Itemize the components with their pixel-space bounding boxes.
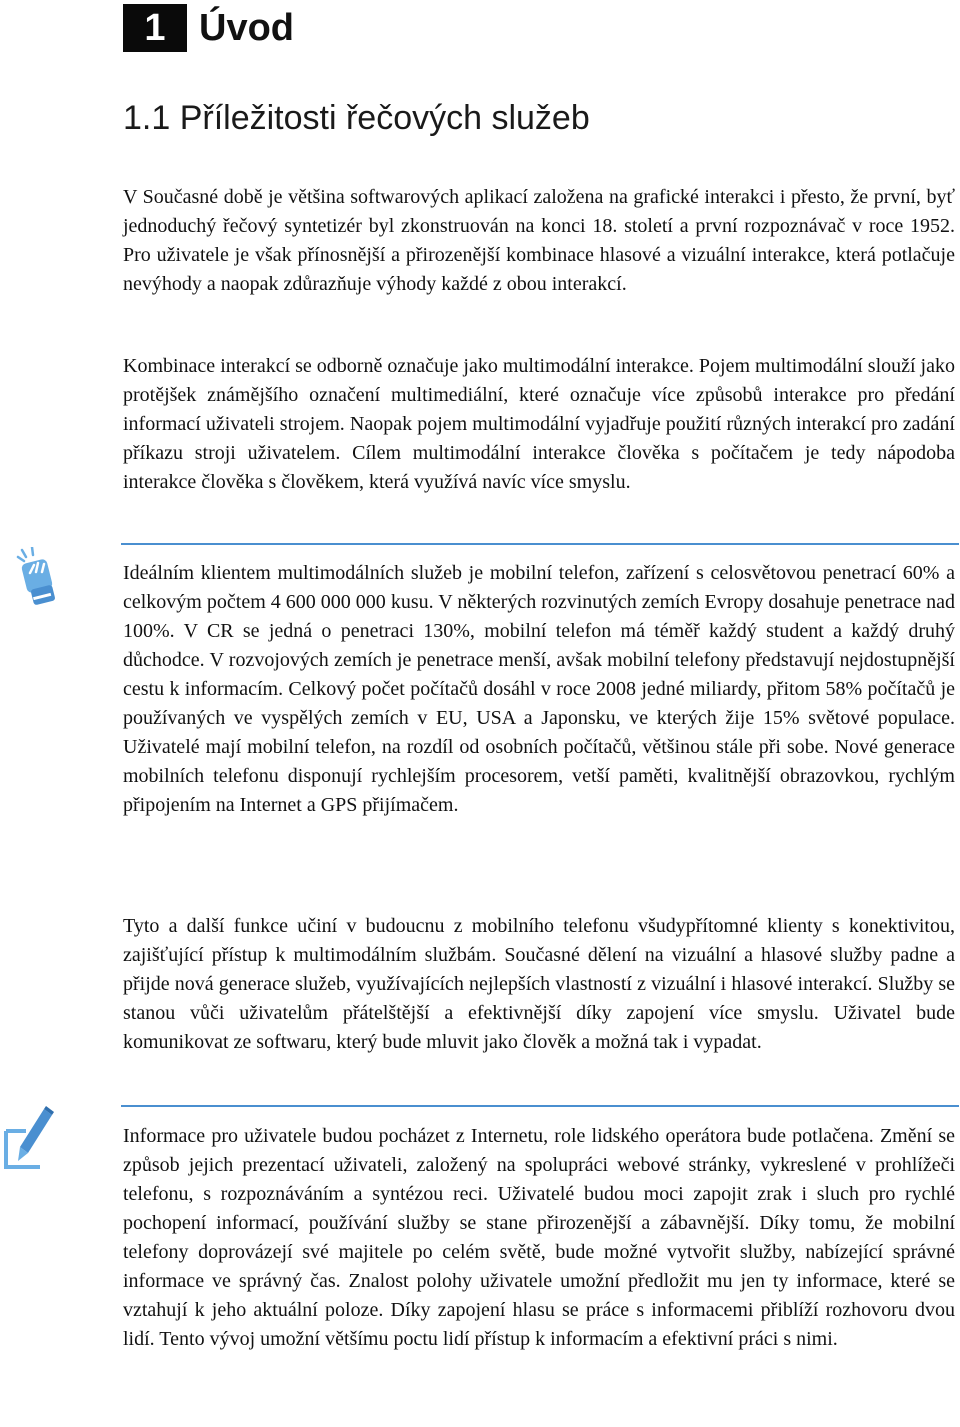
chapter-title: Úvod [199, 7, 294, 49]
paragraph-future: Tyto a další funkce učiní v budoucnu z mobilního telefonu všudypřítomné klienty s konektivitou, zajišťující přístup k multimodálním službám. Současné dělení na vizuální a hlasové služby padne a přijde nová generace služeb, využívajících nejlepších vlastností z vizuální i hlasové interakcí. Služby se stanou vůči uživatelům přátelštější a efektivnější díky zapojení více smyslu. Uživatel bude komunikovat ze softwaru, který bude mluvit jako člověk a možná tak i vypadat. [123, 915, 955, 1053]
section-divider [121, 543, 959, 545]
paragraph-intro: V Současné době je většina softwarových aplikací založena na grafické interakci i přesto, že první, byť jednoduchý řečový syntetizér byl zkonstruován na konci 18. století a první rozpoznávač v roce 1952. Pro uživatele je však přínosnější a přirozenější kombinace hlasové a vizuální interakce, která potlačuje nevýhody a naopak zdůrazňuje výhody každé z obou interakcí. [123, 186, 955, 295]
paragraph-mobile-client: Ideálním klientem multimodálních služeb je mobilní telefon, zařízení s celosvětovou penetrací 60% a celkovým počtem 4 600 000 000 kusu. V některých rozvinutých zemích Evropy dosahuje penetrace nad 100%. V CR se jedná o penetraci 130%, mobilní telefon má téměř každý student a každý druhý důchodce. V rozvojových zemích je penetrace menší, avšak mobilní telefony představují nejdostupnější cestu k informacím. Celkový počet počítačů dosáhl v roce 2008 jedné miliardy, přitom 58% počítačů je používaných ve vyspělých zemích v EU, USA a Japonsku, ve kterých žije 15% světové populace. Uživatelé mají mobilní telefon, na rozdíl od osobních počítačů, většinou stále při sobe. Nové generace mobilních telefonu disponují rychlejším procesorem, vetší paměti, kvalitnější obrazovkou, rychlým připojením na Internet a GPS přijímačem. [123, 562, 955, 816]
paragraph-information: Informace pro uživatele budou pocházet z Internetu, role lidského operátora bude potlačena. Změní se způsob jejich prezentací uživateli, založený na spolupráci webové stránky, vykreslené v prohlížeči telefonu, s rozpoznáváním a syntézou reci. Uživatelé budou moci zapojit zrak i sluch pro rychlé pochopení informací, používání služby se stane přirozenější a zábavnější. Díky tomu, že mobilní telefony doprovázejí své majitele po celém světě, bude možné vytvořit služby, nabízející správné informace ve správný čas. Znalost polohy uživatele umožní předložit mu jen ty informace, které se vztahují k jeho aktuální poloze. Díky zapojení hlasu se práce s informacemi přiblíží rozhovoru dvou lidí. Tento vývoj umožní většímu poctu lidí přístup k informacím a efektivní práci s nimi. [123, 1125, 955, 1350]
pencil-icon [0, 1105, 62, 1176]
chapter-number: 1 [123, 4, 187, 52]
section-title: 1.1 Příležitosti řečových služeb [123, 99, 590, 137]
paragraph-multimodal: Kombinace interakcí se odborně označuje jako multimodální interakce. Pojem multimodální slouží jako protějšek známějšího označení multimediální, které označuje více způsobů interakce pro předání informací uživateli strojem. Naopak pojem multimodální vyjadřuje použití různých interakcí pro zadání příkazu stroji uživatelem. Cílem multimodální interakce člověka s počítačem je tedy nápodoba interakce člověka s člověkem, která využívá navíc více smyslu. [123, 355, 955, 493]
lightbulb-icon [14, 547, 64, 614]
section-divider [121, 1105, 959, 1107]
